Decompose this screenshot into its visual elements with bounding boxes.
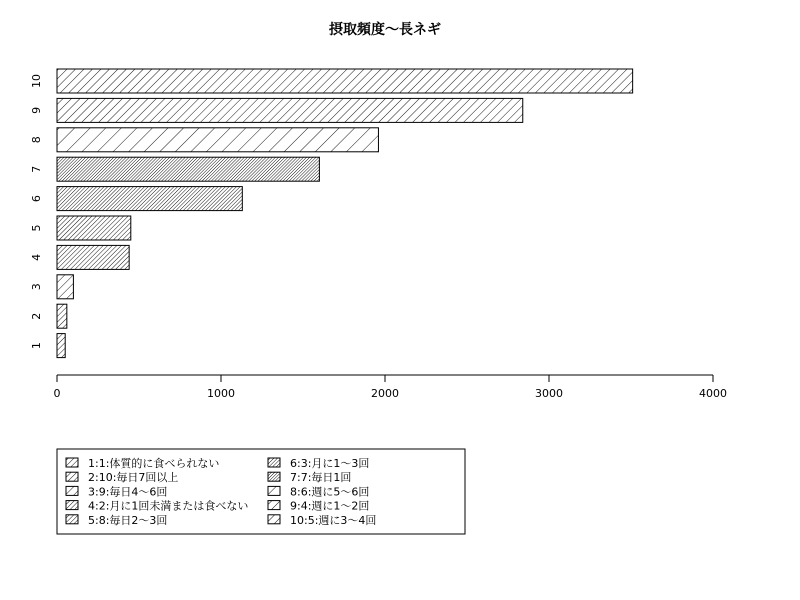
legend-entry: 5:8:毎日2〜3回	[88, 513, 168, 527]
legend-swatch	[268, 515, 280, 524]
x-tick-label: 3000	[535, 387, 563, 400]
legend-swatch	[66, 458, 78, 467]
bar-10	[57, 69, 633, 93]
x-tick-label: 4000	[699, 387, 727, 400]
x-tick-label: 0	[53, 387, 61, 400]
bar-3	[57, 275, 73, 299]
y-tick-label: 5	[30, 224, 43, 232]
y-axis	[30, 74, 43, 349]
legend-entry: 2:10:毎日7回以上	[88, 471, 179, 485]
bar-2	[57, 304, 67, 328]
legend-entry: 7:7:毎日1回	[290, 471, 352, 485]
x-tick-label: 2000	[371, 387, 399, 400]
bar-4	[57, 245, 129, 269]
y-tick-label: 10	[30, 74, 43, 88]
legend-entry: 6:3:月に1〜3回	[290, 457, 370, 470]
bar-6	[57, 187, 242, 211]
bar-1	[57, 334, 65, 358]
legend-swatch	[66, 501, 78, 510]
y-tick-label: 2	[30, 312, 43, 320]
bar-9	[57, 98, 523, 122]
legend-swatch	[268, 472, 280, 481]
legend	[57, 449, 465, 534]
bar-7	[57, 157, 319, 181]
legend-swatch	[66, 515, 78, 524]
bars-group	[57, 69, 633, 358]
bar-5	[57, 216, 131, 240]
legend-entry: 1:1:体質的に食べられない	[88, 457, 220, 470]
legend-entry: 8:6:週に5〜6回	[290, 485, 370, 499]
bar-8	[57, 128, 378, 152]
legend-entry: 4:2:月に1回未満または食べない	[88, 499, 249, 513]
legend-swatch	[268, 458, 280, 467]
legend-entry: 10:5:週に3〜4回	[290, 513, 377, 527]
legend-swatch	[268, 501, 280, 510]
legend-entry: 3:9:毎日4〜6回	[88, 485, 168, 499]
y-tick-label: 6	[30, 195, 43, 203]
x-axis	[54, 375, 728, 400]
legend-entry: 9:4:週に1〜2回	[290, 499, 370, 513]
y-tick-label: 4	[30, 253, 43, 261]
y-tick-label: 1	[30, 342, 43, 350]
y-tick-label: 3	[30, 283, 43, 291]
y-tick-label: 9	[30, 106, 43, 114]
x-tick-label: 1000	[207, 387, 235, 400]
chart-title: 摂取頻度〜長ネギ	[329, 22, 441, 38]
y-tick-label: 7	[30, 165, 43, 173]
legend-swatch	[66, 486, 78, 495]
legend-swatch	[268, 486, 280, 495]
y-tick-label: 8	[30, 136, 43, 144]
legend-swatch	[66, 472, 78, 481]
